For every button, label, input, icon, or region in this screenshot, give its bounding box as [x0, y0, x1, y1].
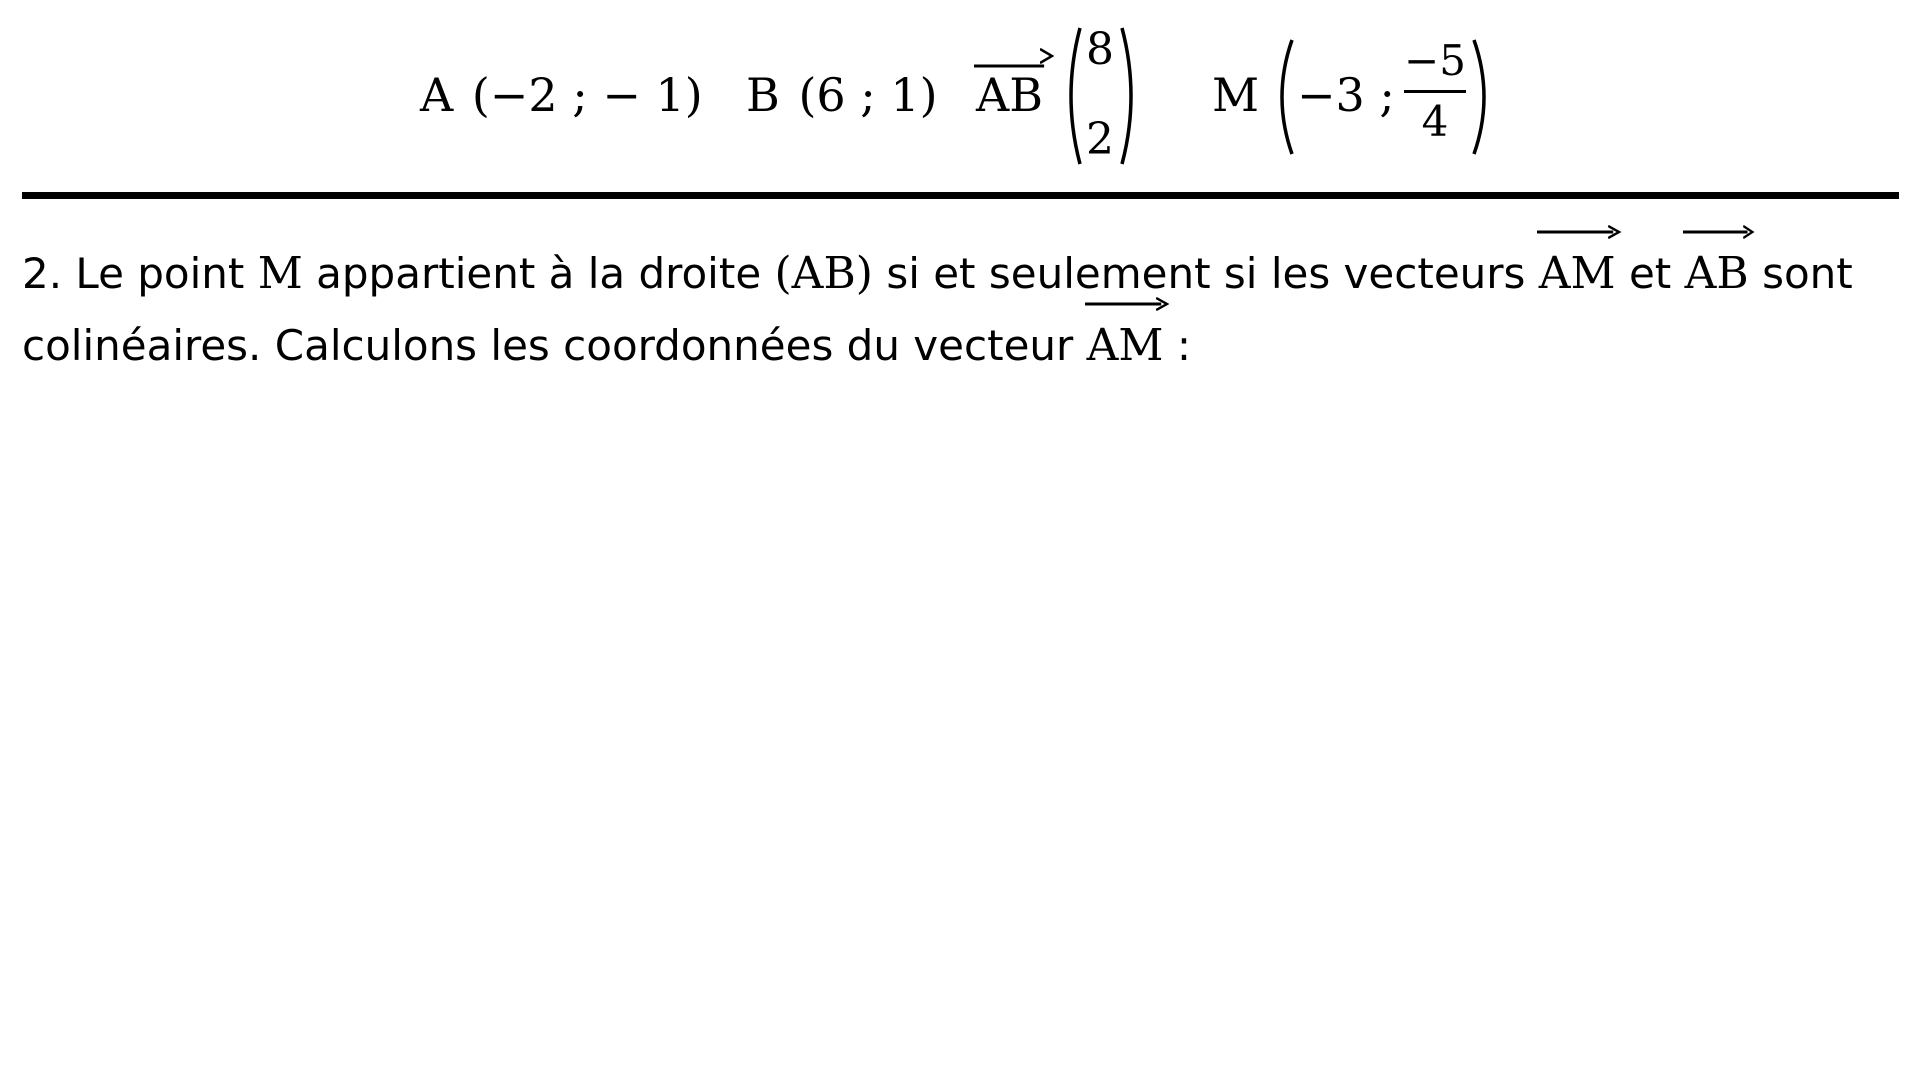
point-m-ref: M — [257, 248, 303, 299]
text-segment: si et seulement si les vecteurs — [872, 249, 1539, 298]
right-paren-ab — [1118, 26, 1142, 166]
fraction-bar — [1404, 90, 1466, 93]
text-segment: appartient à la droite — [302, 249, 775, 298]
vector-ab-x: 8 — [1086, 24, 1114, 75]
text-segment: sont — [1748, 249, 1853, 298]
vector-am-ref — [1539, 238, 1616, 310]
point-b — [746, 68, 938, 122]
question-paragraph — [22, 238, 1902, 382]
vector-am-label: AM — [1538, 248, 1616, 299]
separator-rule — [22, 192, 1899, 199]
paragraph-line-1 — [22, 238, 1902, 310]
vector-ab — [976, 68, 1044, 122]
point-a-label: A — [420, 68, 454, 122]
vector-arrow-icon — [1085, 296, 1168, 310]
given-data-line — [0, 0, 1920, 190]
point-m-y-numerator: −5 — [1404, 36, 1466, 85]
left-paren-m — [1270, 38, 1296, 156]
text-segment: et — [1615, 249, 1685, 298]
vector-arrow-icon — [1537, 224, 1620, 238]
text-segment: 2. Le point — [22, 249, 258, 298]
point-m-y-fraction — [1404, 36, 1466, 146]
vector-am-ref-2 — [1087, 310, 1164, 382]
vector-am-label: AM — [1086, 320, 1164, 371]
vector-ab-y: 2 — [1086, 114, 1114, 165]
vector-arrow-icon — [1683, 224, 1753, 238]
point-m-y-denominator: 4 — [1421, 97, 1449, 146]
point-m-x: −3 ; — [1297, 68, 1395, 122]
text-segment: colinéaires. Calculons les coordonnées du vecteur — [22, 321, 1087, 370]
vector-ab-label: AB — [1684, 248, 1749, 299]
text-segment: : — [1163, 321, 1191, 370]
vector-arrowhead-icon — [1040, 47, 1054, 65]
vector-ab-ref — [1685, 238, 1749, 310]
point-a — [420, 68, 703, 122]
vector-arrow-icon — [974, 58, 1047, 72]
line-ab-ref: (AB) — [774, 248, 873, 299]
paragraph-line-2 — [22, 310, 1902, 382]
point-m-label: M — [1212, 68, 1260, 122]
right-paren-m — [1470, 38, 1496, 156]
point-b-label: B — [746, 68, 780, 122]
point-a-coords: (−2 ; − 1) — [471, 68, 703, 122]
vector-ab-symbol — [976, 68, 1044, 122]
vector-ab-label: AB — [976, 68, 1044, 122]
point-b-coords: (6 ; 1) — [798, 68, 938, 122]
